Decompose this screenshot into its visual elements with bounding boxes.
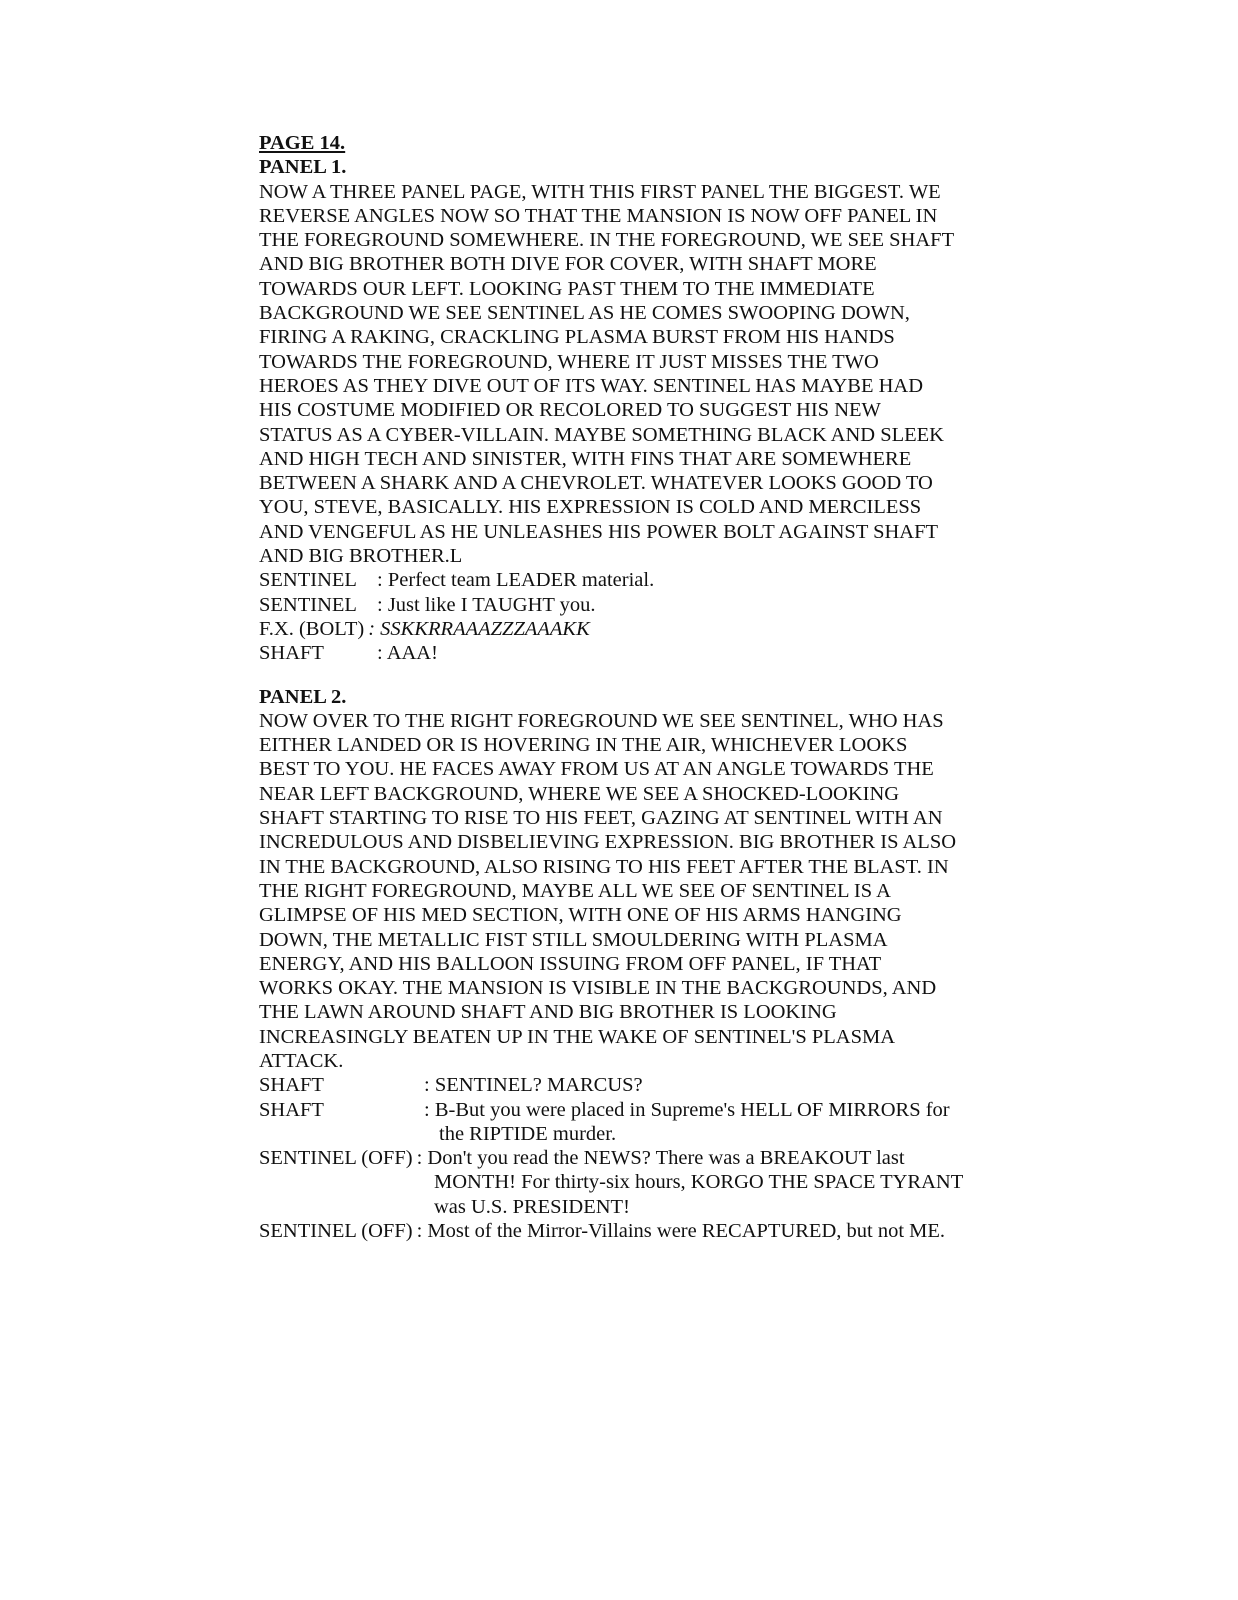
panel-1-dialogue — [259, 568, 999, 665]
description-line: TOWARDS OUR LEFT. LOOKING PAST THEM TO THE IMMEDIATE — [259, 277, 875, 300]
dialogue-row — [259, 568, 999, 592]
dialogue-speaker: SENTINEL — [259, 569, 357, 592]
dialogue-speaker: SENTINEL (OFF) — [259, 1147, 413, 1170]
dialogue-text: : SENTINEL? MARCUS? — [424, 1074, 643, 1097]
panel-2-heading: PANEL 2. — [259, 685, 347, 708]
dialogue-row — [259, 1073, 999, 1097]
dialogue-text: : Don't you read the NEWS? There was a BREAKOUT last — [416, 1147, 905, 1170]
description-line: REVERSE ANGLES NOW SO THAT THE MANSION IS NOW OFF PANEL IN — [259, 204, 938, 227]
description-line: THE FOREGROUND SOMEWHERE. IN THE FOREGROUND, WE SEE SHAFT — [259, 229, 955, 252]
dialogue-text: : AAA! — [377, 642, 438, 665]
dialogue-speaker: SHAFT — [259, 1098, 324, 1121]
description-line: EITHER LANDED OR IS HOVERING IN THE AIR, WHICHEVER LOOKS — [259, 734, 908, 757]
description-line: INCREDULOUS AND DISBELIEVING EXPRESSION. BIG BROTHER IS ALSO — [259, 831, 957, 854]
panel-2-description — [259, 709, 999, 1073]
description-line: AND HIGH TECH AND SINISTER, WITH FINS THAT ARE SOMEWHERE — [259, 447, 912, 470]
description-line: NOW A THREE PANEL PAGE, WITH THIS FIRST PANEL THE BIGGEST. WE — [259, 180, 941, 203]
dialogue-text: : Most of the Mirror-Villains were RECAPTURED, but not ME. — [416, 1220, 946, 1243]
description-line: BACKGROUND WE SEE SENTINEL AS HE COMES SWOOPING DOWN, — [259, 302, 910, 325]
description-line: THE LAWN AROUND SHAFT AND BIG BROTHER IS LOOKING — [259, 1001, 837, 1024]
description-line: SHAFT STARTING TO RISE TO HIS FEET, GAZING AT SENTINEL WITH AN — [259, 807, 943, 830]
description-line: INCREASINGLY BEATEN UP IN THE WAKE OF SENTINEL'S PLASMA — [259, 1025, 896, 1048]
description-line: AND BIG BROTHER BOTH DIVE FOR COVER, WITH SHAFT MORE — [259, 253, 877, 276]
description-line: FIRING A RAKING, CRACKLING PLASMA BURST FROM HIS HANDS — [259, 326, 895, 349]
dialogue-row — [259, 617, 999, 641]
dialogue-text: : Perfect team LEADER material. — [377, 569, 655, 592]
description-line: BEST TO YOU. HE FACES AWAY FROM US AT AN ANGLE TOWARDS THE — [259, 758, 934, 781]
description-line: DOWN, THE METALLIC FIST STILL SMOULDERING WITH PLASMA — [259, 928, 888, 951]
dialogue-row — [259, 1146, 999, 1170]
page-title: PAGE 14. — [259, 132, 346, 154]
dialogue-text: : Just like I TAUGHT you. — [377, 593, 596, 616]
description-line: IN THE BACKGROUND, ALSO RISING TO HIS FEET AFTER THE BLAST. IN — [259, 855, 949, 878]
dialogue-row — [259, 1219, 999, 1243]
description-line: AND BIG BROTHER.L — [259, 545, 463, 568]
dialogue-speaker: SHAFT — [259, 1074, 324, 1097]
dialogue-row — [259, 641, 999, 665]
description-line: STATUS AS A CYBER-VILLAIN. MAYBE SOMETHING BLACK AND SLEEK — [259, 423, 944, 446]
dialogue-speaker: F.X. (BOLT) — [259, 617, 365, 640]
description-line: ENERGY, AND HIS BALLOON ISSUING FROM OFF PANEL, IF THAT — [259, 952, 882, 975]
description-line: GLIMPSE OF HIS MED SECTION, WITH ONE OF HIS ARMS HANGING — [259, 904, 902, 927]
panel-1 — [259, 155, 999, 665]
dialogue-row — [259, 1098, 999, 1122]
description-line: AND VENGEFUL AS HE UNLEASHES HIS POWER BOLT AGAINST SHAFT — [259, 520, 939, 543]
description-line: TOWARDS THE FOREGROUND, WHERE IT JUST MISSES THE TWO — [259, 350, 879, 373]
dialogue-row — [259, 593, 999, 617]
description-line: YOU, STEVE, BASICALLY. HIS EXPRESSION IS COLD AND MERCILESS — [259, 496, 922, 519]
description-line: NOW OVER TO THE RIGHT FOREGROUND WE SEE SENTINEL, WHO HAS — [259, 709, 944, 732]
dialogue-speaker: SENTINEL — [259, 593, 357, 616]
dialogue-speaker: SENTINEL (OFF) — [259, 1220, 413, 1243]
sound-effect-text: : SSKKRRAAAZZZAAAKK — [368, 617, 590, 640]
description-line: HEROES AS THEY DIVE OUT OF ITS WAY. SENTINEL HAS MAYBE HAD — [259, 374, 924, 397]
dialogue-continuation: MONTH! For thirty-six hours, KORGO THE SPACE TYRANT — [434, 1171, 964, 1194]
description-line: HIS COSTUME MODIFIED OR RECOLORED TO SUGGEST HIS NEW — [259, 399, 881, 422]
description-line: WORKS OKAY. THE MANSION IS VISIBLE IN THE BACKGROUNDS, AND — [259, 977, 937, 1000]
dialogue-speaker: SHAFT — [259, 642, 324, 665]
panel-1-heading: PANEL 1. — [259, 156, 347, 179]
panel-1-description — [259, 180, 999, 569]
description-line: ATTACK. — [259, 1049, 344, 1072]
dialogue-continuation: the RIPTIDE murder. — [439, 1122, 617, 1145]
dialogue-text: : B-But you were placed in Supreme's HELL OF MIRRORS for — [424, 1098, 950, 1121]
panel-2 — [259, 685, 999, 1244]
panel-2-dialogue — [259, 1073, 999, 1243]
script-page — [259, 131, 999, 1243]
description-line: BETWEEN A SHARK AND A CHEVROLET. WHATEVER LOOKS GOOD TO — [259, 472, 933, 495]
dialogue-continuation: was U.S. PRESIDENT! — [434, 1195, 630, 1218]
description-line: THE RIGHT FOREGROUND, MAYBE ALL WE SEE OF SENTINEL IS A — [259, 879, 891, 902]
description-line: NEAR LEFT BACKGROUND, WHERE WE SEE A SHOCKED-LOOKING — [259, 782, 900, 805]
